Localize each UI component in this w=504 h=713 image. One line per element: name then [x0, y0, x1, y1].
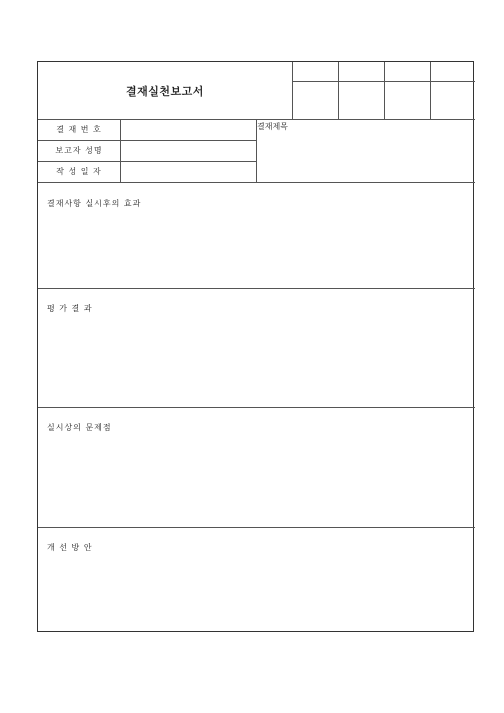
subject-label: 결재제목 — [257, 122, 288, 131]
report-form — [37, 61, 474, 632]
document-title: 결재실천보고서 — [126, 84, 204, 98]
approval-divider — [384, 62, 385, 119]
section-evaluation-label: 평 가 결 과 — [47, 304, 93, 313]
approval-number-label: 결 재 번 호 — [56, 124, 102, 134]
approval-divider — [338, 62, 339, 119]
date-written-label: 작 성 일 자 — [56, 167, 102, 176]
section-effect-label: 결재사항 실시후의 효과 — [47, 199, 142, 208]
section-separator — [38, 182, 475, 183]
field-label-divider — [120, 119, 121, 182]
section-problems-label: 실시상의 문제점 — [47, 423, 112, 432]
reporter-name-field[interactable] — [121, 141, 256, 160]
field-row-line — [38, 161, 256, 162]
date-written-field[interactable] — [121, 162, 256, 181]
section-separator — [38, 288, 475, 289]
field-row-line — [38, 140, 256, 141]
section-separator — [38, 527, 475, 528]
approval-header-line — [292, 81, 475, 82]
section-improvement-label: 개 선 방 안 — [47, 543, 93, 552]
approval-divider — [292, 62, 293, 119]
section-separator — [38, 407, 475, 408]
reporter-name-label: 보고자 성명 — [55, 145, 103, 155]
approval-divider — [430, 62, 431, 119]
approval-number-field[interactable] — [121, 120, 256, 139]
